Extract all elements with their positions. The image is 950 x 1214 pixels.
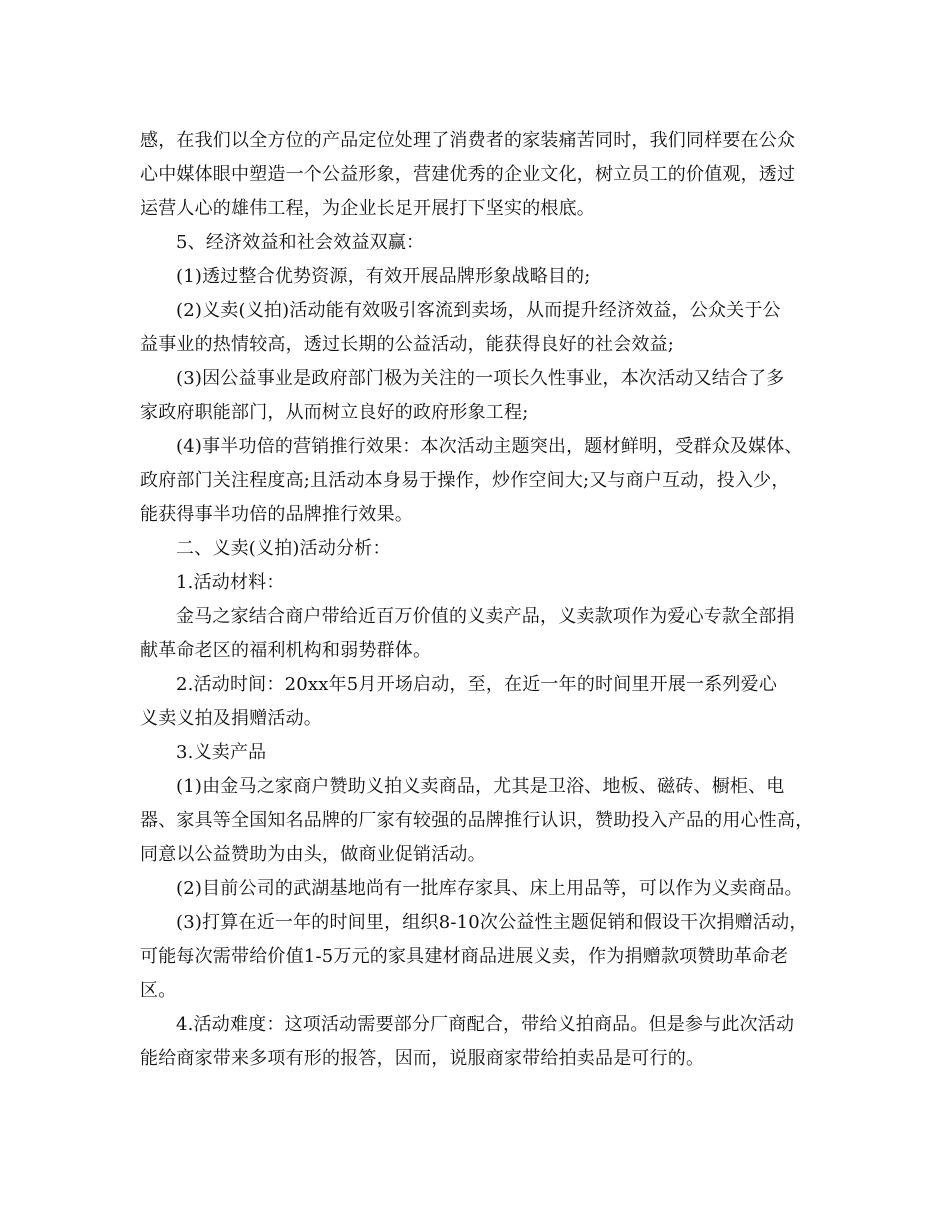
- paragraph-line: 益事业的热情较高，透过长期的公益活动，能获得良好的社会效益;: [140, 334, 675, 355]
- paragraph-line: 感，在我们以全方位的产品定位处理了消费者的家装痛苦同时，我们同样要在公众: [140, 130, 796, 151]
- section-heading: 5、经济效益和社会效益双赢：: [176, 232, 425, 253]
- list-item: (3)打算在近一年的时间里，组织8-10次公益性主题促销和假设干次捐赠活动，: [176, 912, 808, 933]
- paragraph-line: 金马之家结合商户带给近百万价值的义卖产品，义卖款项作为爱心专款全部捐: [176, 606, 795, 627]
- list-item: (3)因公益事业是政府部门极为关注的一项长久性事业，本次活动又结合了多: [176, 368, 785, 389]
- list-item: (1)透过整合优势资源，有效开展品牌形象战略目的;: [176, 266, 591, 287]
- paragraph-line: 家政府职能部门，从而树立良好的政府形象工程;: [140, 402, 529, 423]
- paragraph-line: 献革命老区的福利机构和弱势群体。: [140, 640, 432, 661]
- section-heading: 二、义卖(义拍)活动分析：: [176, 538, 391, 559]
- paragraph-line: 政府部门关注程度高;且活动本身易于操作，炒作空间大;又与商户互动，投入少，: [140, 470, 790, 491]
- list-item: (1)由金马之家商户赞助义拍义卖商品，尤其是卫浴、地板、磁砖、橱柜、电: [176, 776, 785, 797]
- subsection-heading: 1.活动材料：: [176, 572, 285, 593]
- paragraph-line: 心中媒体眼中塑造一个公益形象，营建优秀的企业文化，树立员工的价值观，透过: [140, 164, 796, 185]
- paragraph-line: 运营人心的雄伟工程，为企业长足开展打下坚实的根底。: [140, 198, 595, 219]
- list-item: (4)事半功倍的营销推行效果：本次活动主题突出，题材鲜明，受群众及媒体、: [176, 436, 803, 457]
- list-item: (2)义卖(义拍)活动能有效吸引客流到卖场，从而提升经济效益，公众关于公: [176, 300, 781, 321]
- paragraph-line: 能获得事半功倍的品牌推行效果。: [140, 504, 413, 525]
- paragraph-line: 能给商家带来多项有形的报答，因而，说服商家带给拍卖品是可行的。: [140, 1048, 705, 1069]
- list-item: (2)目前公司的武湖基地尚有一批库存家具、床上用品等，可以作为义卖商品。: [176, 878, 803, 899]
- paragraph-line: 可能每次需带给价值1-5万元的家具建材商品进展义卖，作为捐赠款项赞助革命老: [140, 946, 789, 967]
- paragraph-line: 区。: [140, 980, 177, 1001]
- subsection-heading: 3.义卖产品: [176, 742, 267, 763]
- paragraph-line: 器、家具等全国知名品牌的厂家有较强的品牌推行认识，赞助投入产品的用心性高，: [140, 810, 814, 831]
- paragraph-line: 同意以公益赞助为由头，做商业促销活动。: [140, 844, 486, 865]
- subsection-heading: 4.活动难度：这项活动需要部分厂商配合，带给义拍商品。但是参与此次活动: [176, 1014, 795, 1035]
- paragraph-line: 义卖义拍及捐赠活动。: [140, 708, 322, 729]
- subsection-heading: 2.活动时间：20xx年5月开场启动，至，在近一年的时间里开展一系列爱心: [176, 674, 778, 695]
